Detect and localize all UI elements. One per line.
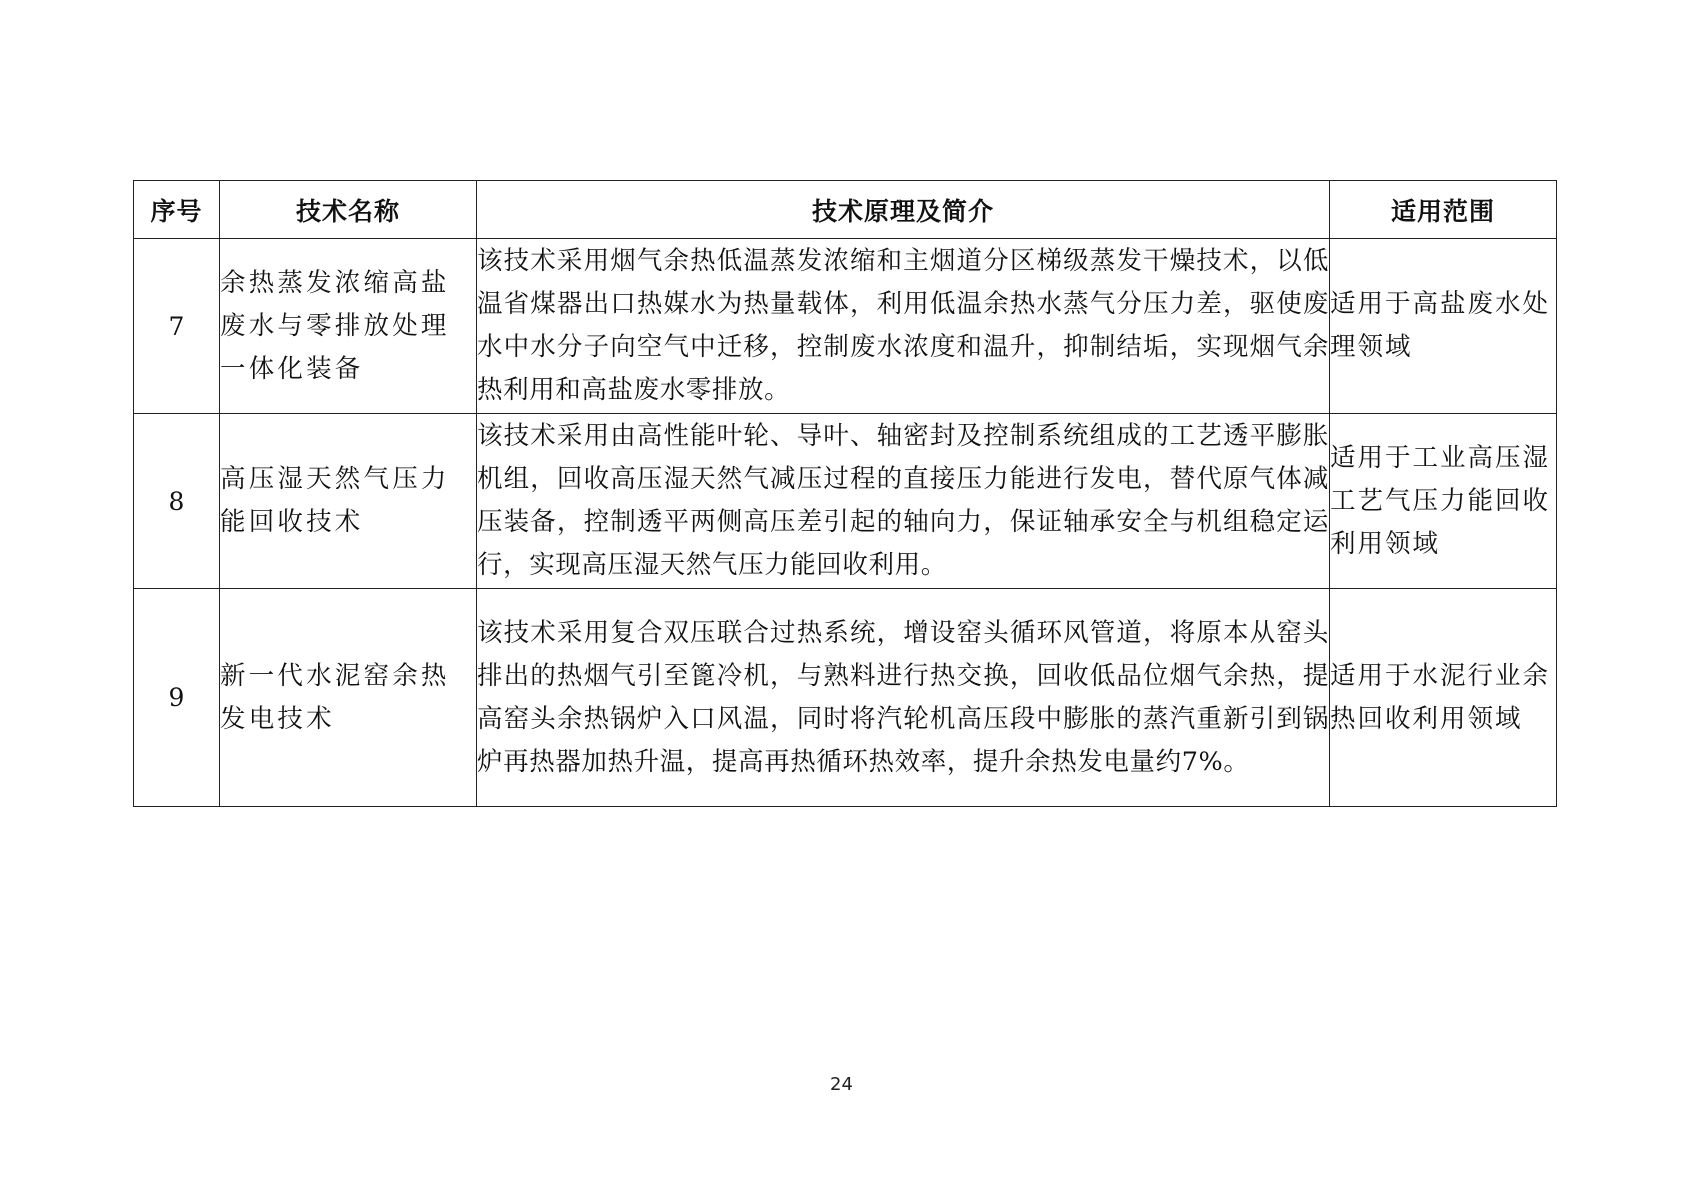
table-row <box>134 589 1557 807</box>
row-scope: 适用于水泥行业余热回收利用领域 <box>1330 589 1557 807</box>
header-principle: 技术原理及简介 <box>477 181 1330 239</box>
header-row <box>134 181 1557 239</box>
technology-table <box>133 180 1557 807</box>
table-row <box>134 239 1557 414</box>
table-row <box>134 414 1557 589</box>
page-number: 24 <box>830 1074 853 1095</box>
header-name: 技术名称 <box>220 181 477 239</box>
row-tech-name: 新一代水泥窑余热发电技术 <box>220 589 477 807</box>
header-scope: 适用范围 <box>1330 181 1557 239</box>
row-seq: 7 <box>134 239 220 414</box>
header-seq: 序号 <box>134 181 220 239</box>
row-principle: 该技术采用由高性能叶轮、导叶、轴密封及控制系统组成的工艺透平膨胀机组，回收高压湿天然气减压过程的直接压力能进行发电，替代原气体减压装备，控制透平两侧高压差引起的轴向力，保证轴承安全与机组稳定运行，实现高压湿天然气压力能回收利用。 <box>477 414 1330 589</box>
row-seq: 9 <box>134 589 220 807</box>
table-header <box>134 181 1557 239</box>
row-principle: 该技术采用烟气余热低温蒸发浓缩和主烟道分区梯级蒸发干燥技术，以低温省煤器出口热媒水为热量载体，利用低温余热水蒸气分压力差，驱使废水中水分子向空气中迁移，控制废水浓度和温升，抑制结垢，实现烟气余热利用和高盐废水零排放。 <box>477 239 1330 414</box>
table-body <box>134 239 1557 807</box>
row-tech-name: 余热蒸发浓缩高盐废水与零排放处理一体化装备 <box>220 239 477 414</box>
row-scope: 适用于工业高压湿工艺气压力能回收利用领域 <box>1330 414 1557 589</box>
row-scope: 适用于高盐废水处理领域 <box>1330 239 1557 414</box>
row-tech-name: 高压湿天然气压力能回收技术 <box>220 414 477 589</box>
row-seq: 8 <box>134 414 220 589</box>
row-principle: 该技术采用复合双压联合过热系统，增设窑头循环风管道，将原本从窑头排出的热烟气引至篦冷机，与熟料进行热交换，回收低品位烟气余热，提高窑头余热锅炉入口风温，同时将汽轮机高压段中膨胀的蒸汽重新引到锅炉再热器加热升温，提高再热循环热效率，提升余热发电量约7%。 <box>477 589 1330 807</box>
